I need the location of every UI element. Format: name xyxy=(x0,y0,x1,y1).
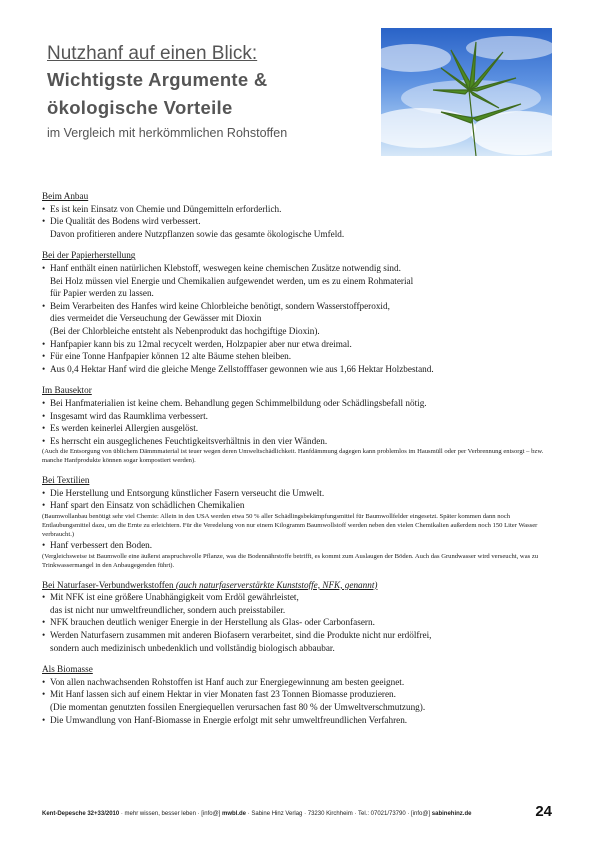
bullet-item: • Die Umwandlung von Hanf-Biomasse in Energie erfolgt mit sehr umweltfreundlichen Verfahren. xyxy=(42,714,554,727)
footer-publisher: · Sabine Hinz Verlag · 73230 Kirchheim · Tel.: 07021/73790 · [info@] xyxy=(246,811,432,817)
section xyxy=(42,474,554,569)
hemp-leaf-sky-image xyxy=(381,28,552,156)
bullet-item: • Bei Hanfmaterialien ist keine chem. Behandlung gegen Schimmelbildung oder Schädlingsbefall nötig. xyxy=(42,397,554,410)
title-line-2: Wichtigste Argumente & xyxy=(47,69,268,90)
section xyxy=(42,190,554,240)
section-heading xyxy=(42,384,554,397)
footnote-text: (Vergleichsweise ist Baumwolle eine äußerst anspruchsvolle Pflanze, was die Bodennährstoffe betrifft, es kommt zum Auslaugen der Böden. Auch das Grundwasser wird verseucht, was zu Trinkwassermangel in den Anbaugegenden führt). xyxy=(42,552,539,569)
hemp-leaf-icon xyxy=(381,28,552,156)
footnote-text: (Baumwollanbau benötigt sehr viel Chemie: Allein in den USA werden etwa 50 % aller Schädlingsbekämpfungsmittel für Baumwollfelder eingesetzt. Später kommen dann noch Entlaubungsmittel dazu, um die Ernte zu erleichtern. Für die Veredelung von nur einem Kilogramm Baumwollstoff werden neben den vielen Chemikalien außerdem noch 150 Liter Wasser verbraucht.) xyxy=(42,513,538,539)
section xyxy=(42,384,554,465)
continuation-line: das ist nicht nur umweltfreundlicher, sondern auch preisstabiler. xyxy=(50,604,286,615)
title-line-3: ökologische Vorteile xyxy=(47,97,233,118)
content xyxy=(42,190,554,735)
bullet-item: • Hanf verbessert den Boden. xyxy=(42,539,554,552)
title-line-1: Nutzhanf auf einen Blick: xyxy=(47,43,258,64)
title-block xyxy=(47,42,367,142)
bullet-item: • Werden Naturfasern zusammen mit anderen Biofasern verarbeitet, sind die Produkte nicht nur erdölfrei, xyxy=(42,629,554,642)
bullet-item: • Es ist kein Einsatz von Chemie und Düngemitteln erforderlich. xyxy=(42,203,554,216)
section-heading-text: Beim Anbau xyxy=(42,191,89,201)
section-heading xyxy=(42,663,554,676)
continuation-line: (Bei der Chlorbleiche entsteht als Nebenprodukt das hochgiftige Dioxin). xyxy=(50,325,320,336)
footer-site-2[interactable]: sabinehinz.de xyxy=(431,811,472,817)
section-heading-text: Als Biomasse xyxy=(42,664,93,675)
section xyxy=(42,663,554,726)
footer-site-1[interactable]: mwbl.de xyxy=(222,811,247,817)
section-heading-text: Bei der Papierherstellung xyxy=(42,250,136,261)
section-heading-text: Bei Naturfaser-Verbundwerkstoffen xyxy=(42,579,174,590)
bullet-item: • Für eine Tonne Hanfpapier können 12 alte Bäume stehen bleiben. xyxy=(42,350,554,363)
continuation-line: dies vermeidet die Verseuchung der Gewässer mit Dioxin xyxy=(50,313,262,324)
bullet-item: • Aus 0,4 Hektar Hanf wird die gleiche Menge Zellstofffaser gewonnen wie aus 1,66 Hektar Holzbestand. xyxy=(42,363,554,376)
section-heading xyxy=(42,474,554,487)
continuation-line: sondern auch medizinisch unbedenklich und vollständig biologisch abbaubar. xyxy=(50,642,335,653)
continuation-line: für Papier werden zu lassen. xyxy=(50,288,154,299)
bullet-item: • Hanf spart den Einsatz von schädlichen Chemikalien xyxy=(42,499,554,512)
bullet-item: • Mit NFK ist eine größere Unabhängigkeit vom Erdöl gewährleistet, xyxy=(42,591,554,604)
bullet-item: • Mit Hanf lassen sich auf einem Hektar in vier Monaten fast 23 Tonnen Biomasse produzieren. xyxy=(42,688,554,701)
section-heading xyxy=(42,249,554,262)
bullet-item: • Die Qualität des Bodens wird verbessert. xyxy=(42,215,554,228)
section-heading-text: Bei Textilien xyxy=(42,475,90,486)
continuation-line: (Die momentan genutzten fossilen Energiequellen verursachen fast 80 % der Umweltverschmutzung). xyxy=(50,702,426,712)
continuation-line: Bei Holz müssen viel Energie und Chemikalien aufgewendet werden, um es zu einem Rohmaterial xyxy=(50,275,414,286)
footer-text xyxy=(42,811,471,817)
bullet-item: • Hanfpapier kann bis zu 12mal recycelt werden, Holzpapier aber nur etwa dreimal. xyxy=(42,338,554,351)
section xyxy=(42,579,554,655)
bullet-item: • Insgesamt wird das Raumklima verbessert. xyxy=(42,410,554,423)
section-heading-note: (auch naturfaserverstärkte Kunststoffe, NFK, genannt) xyxy=(175,579,378,590)
bullet-item: • Hanf enthält einen natürlichen Klebstoff, weswegen keine chemischen Zusätze notwendig sind. xyxy=(42,262,554,275)
section-heading-text: Im Bausektor xyxy=(42,385,92,396)
footer-issue: Kent-Depesche 32+33/2010 xyxy=(42,811,120,817)
bullet-item: • NFK brauchen deutlich weniger Energie in der Herstellung als Glas- oder Carbonfasern. xyxy=(42,616,554,629)
footer-tagline: · mehr wissen, besser leben · [info@] xyxy=(119,811,223,817)
subtitle: im Vergleich mit herkömmlichen Rohstoffen xyxy=(47,126,288,140)
bullet-item: • Es werden keinerlei Allergien ausgelöst. xyxy=(42,422,554,435)
bullet-item: • Beim Verarbeiten des Hanfes wird keine Chlorbleiche benötigt, sondern Wasserstoffperoxid, xyxy=(42,300,554,313)
section-heading xyxy=(42,579,554,592)
footnote-text: (Auch die Entsorgung von üblichem Dämmmaterial ist teuer wegen deren Umweltschädlichkeit. Hanfdämmung dagegen kann problemlos im Hausmüll oder per Verbrennung entsorgt – bzw. manche Hanfprodukte können sogar kompostiert werden). xyxy=(42,448,544,465)
page-number: 24 xyxy=(535,803,552,820)
bullet-item: • Es herrscht ein ausgeglichenes Feuchtigkeitsverhältnis in den vier Wänden. xyxy=(42,435,554,448)
bullet-item: • Von allen nachwachsenden Rohstoffen ist Hanf auch zur Energiegewinnung am besten geeignet. xyxy=(42,676,554,689)
section-heading xyxy=(42,190,554,203)
bullet-item: • Die Herstellung und Entsorgung künstlicher Fasern verseucht die Umwelt. xyxy=(42,487,554,500)
continuation-line: Davon profitieren andere Nutzpflanzen sowie das gesamte ökologische Umfeld. xyxy=(50,228,345,239)
section xyxy=(42,249,554,375)
footer xyxy=(42,805,554,825)
